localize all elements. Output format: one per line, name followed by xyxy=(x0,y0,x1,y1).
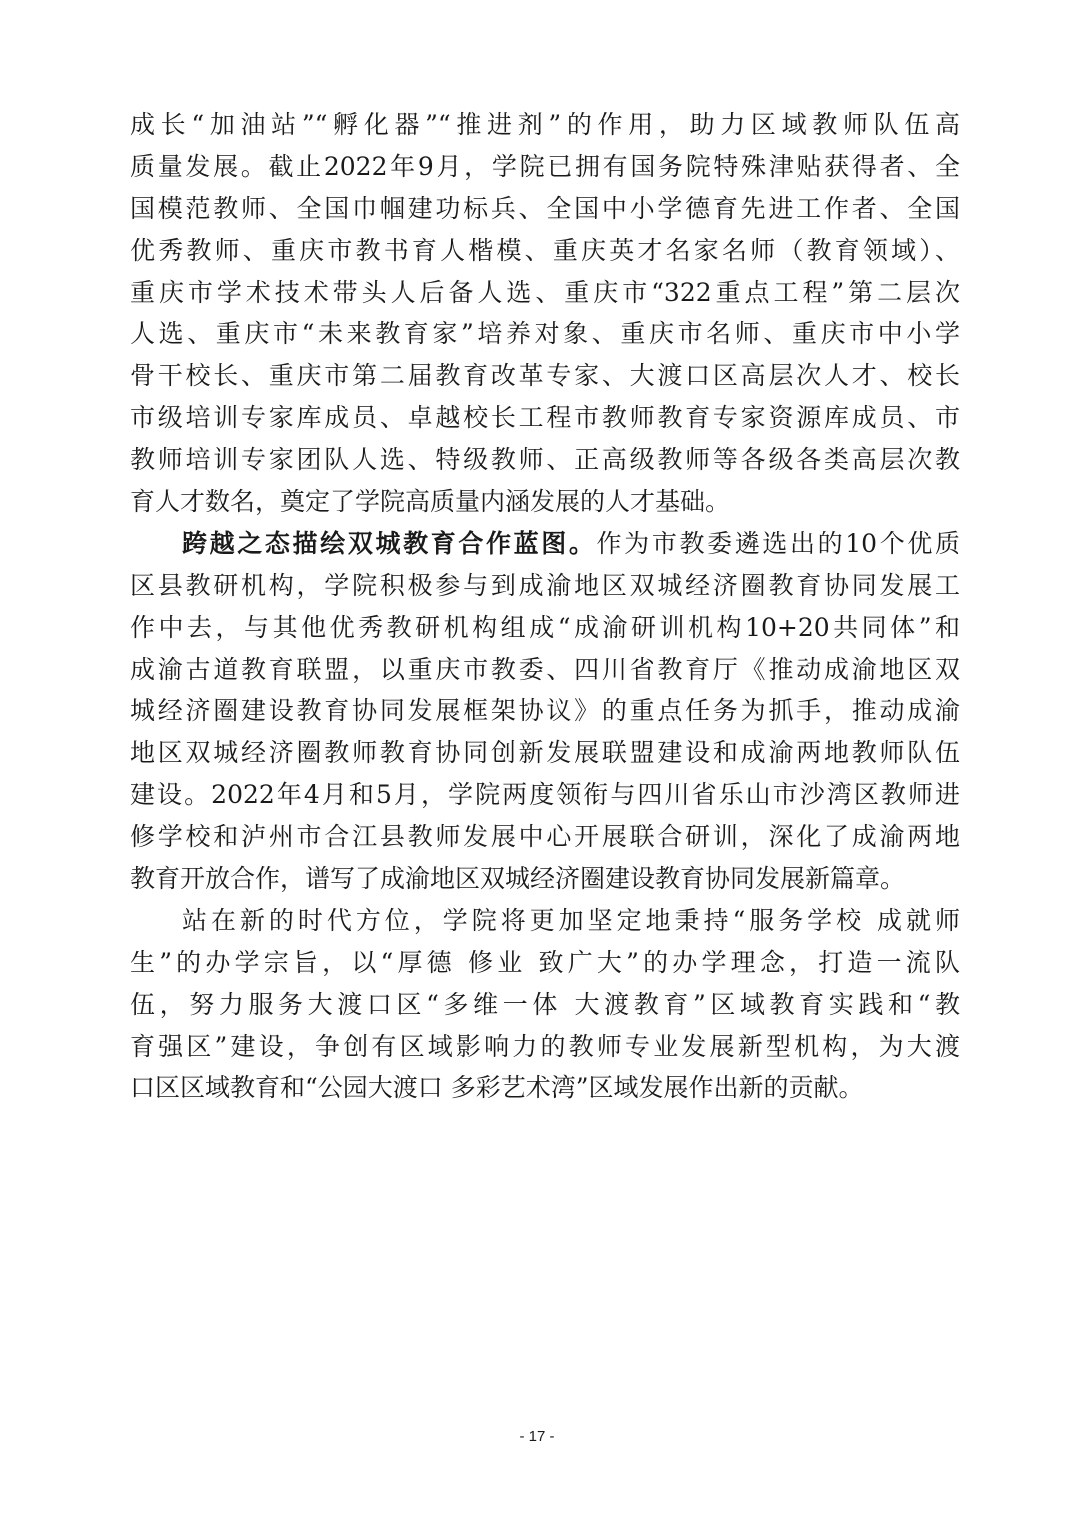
text-line: 修学校和泸州市合江县教师发展中心开展联合研训，深化了成渝两地 xyxy=(130,822,960,852)
text-line: 教育开放合作，谱写了成渝地区双城经济圈建设教育协同发展新篇章。 xyxy=(130,864,906,894)
text-line: 伍，努力服务大渡口区“多维一体 大渡教育”区域教育实践和“教 xyxy=(130,989,960,1019)
text-line: 地区双城经济圈教师教育协同创新发展联盟建设和成渝两地教师队伍 xyxy=(130,738,960,768)
text-line: 生”的办学宗旨，以“厚德 修业 致广大”的办学理念，打造一流队 xyxy=(130,947,960,977)
text-run: 作为市教委遴选出的10个优质 xyxy=(596,528,960,558)
text-line: 建设。2022年4月和5月，学院两度领衔与四川省乐山市沙湾区教师进 xyxy=(130,780,960,810)
text-line: 站在新的时代方位，学院将更加坚定地秉持“服务学校 成就师 xyxy=(182,905,960,935)
paragraph-1 xyxy=(130,104,960,523)
text-line: 骨干校长、重庆市第二届教育改革专家、大渡口区高层次人才、校长 xyxy=(130,361,960,391)
text-line: 口区区域教育和“公园大渡口 多彩艺术湾”区域发展作出新的贡献。 xyxy=(130,1073,864,1103)
text-line: 教师培训专家团队人选、特级教师、正高级教师等各级各类高层次教 xyxy=(130,445,960,475)
page-number: - 17 - xyxy=(519,1428,555,1445)
text-line: 国模范教师、全国巾帼建功标兵、全国中小学德育先进工作者、全国 xyxy=(130,193,960,223)
text-line: 市级培训专家库成员、卓越校长工程市教师教育专家资源库成员、市 xyxy=(130,403,960,433)
paragraph-3 xyxy=(130,900,960,1109)
text-line: 优秀教师、重庆市教书育人楷模、重庆英才名家名师（教育领域）、 xyxy=(130,235,960,265)
text-line: 作中去，与其他优秀教研机构组成“成渝研训机构10+20共同体”和 xyxy=(130,612,960,642)
text-line: 育强区”建设，争创有区域影响力的教师专业发展新型机构，为大渡 xyxy=(130,1031,960,1061)
text-line: 成渝古道教育联盟，以重庆市教委、四川省教育厅《推动成渝地区双 xyxy=(130,654,960,684)
text-line: 人选、重庆市“未来教育家”培养对象、重庆市名师、重庆市中小学 xyxy=(130,319,960,349)
text-line: 重庆市学术技术带头人后备人选、重庆市“322重点工程”第二层次 xyxy=(130,277,960,307)
text-line: 区县教研机构，学院积极参与到成渝地区双城经济圈教育协同发展工 xyxy=(130,570,960,600)
section-heading: 跨越之态描绘双城教育合作蓝图。 xyxy=(182,528,597,558)
text-line: 质量发展。截止2022年9月，学院已拥有国务院特殊津贴获得者、全 xyxy=(130,151,960,181)
body-text xyxy=(130,104,960,1109)
paragraph-2-first-line xyxy=(130,523,960,565)
paragraph-2 xyxy=(130,523,960,900)
text-line: 育人才数名，奠定了学院高质量内涵发展的人才基础。 xyxy=(130,487,731,517)
text-line: 成长“加油站”“孵化器”“推进剂”的作用，助力区域教师队伍高 xyxy=(130,110,960,139)
text-line: 城经济圈建设教育协同发展框架协议》的重点任务为抓手，推动成渝 xyxy=(130,696,960,726)
